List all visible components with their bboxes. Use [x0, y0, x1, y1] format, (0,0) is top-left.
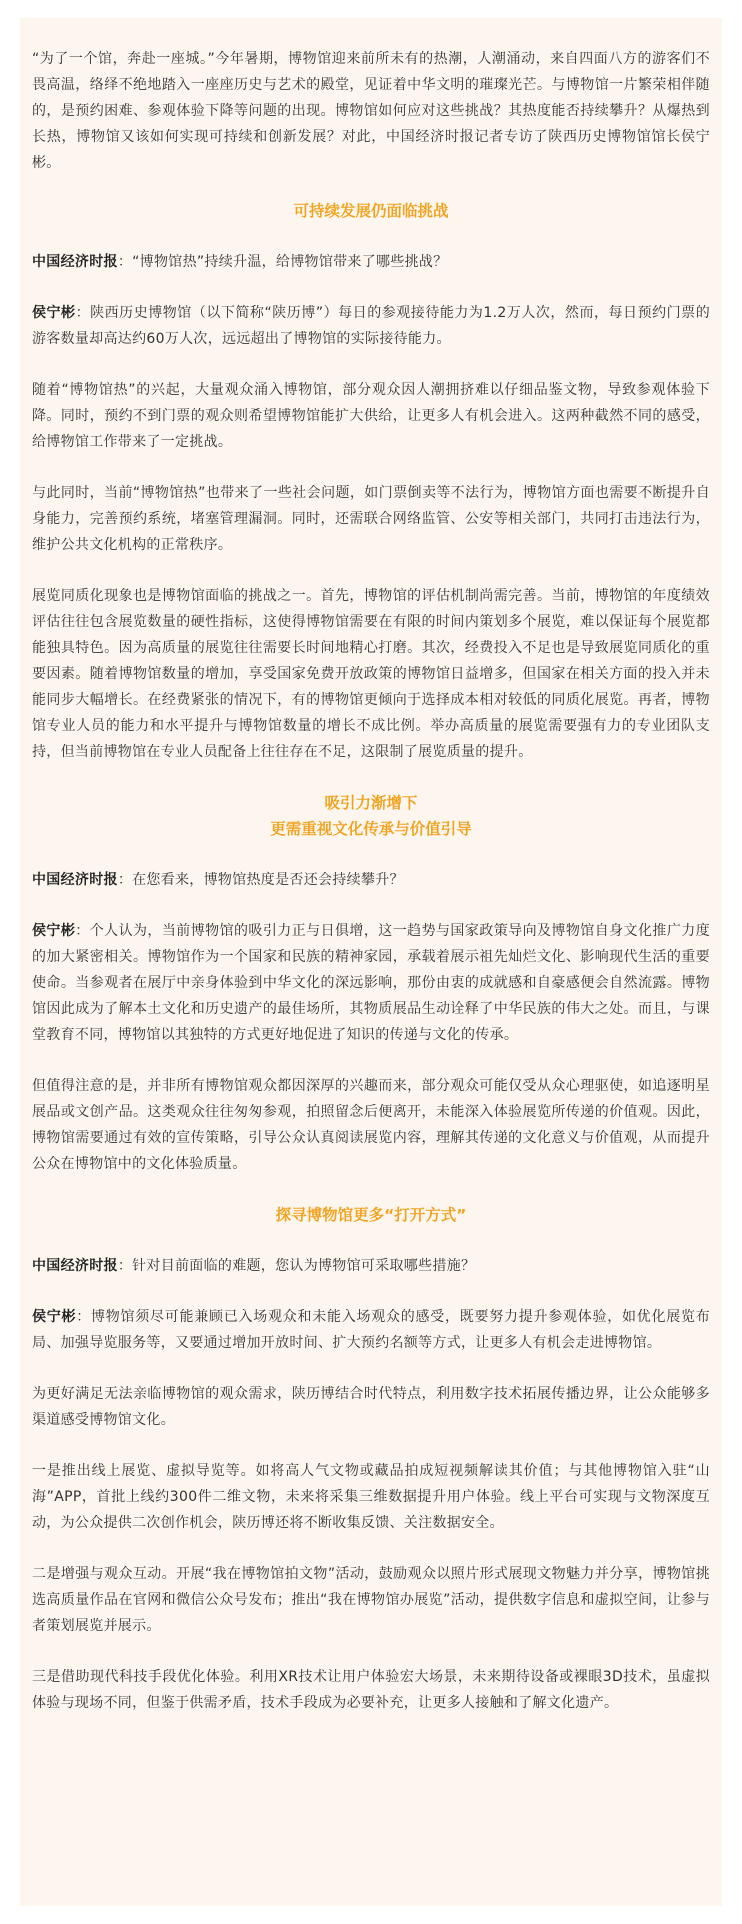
section-heading-opening-ways: 探寻博物馆更多“打开方式”	[275, 1206, 467, 1224]
interviewee-label: 侯宁彬	[32, 305, 76, 321]
body-paragraph: 为更好满足无法亲临博物馆的观众需求，陕历博结合时代特点，利用数字技术拓展传播边界，让公众能够多渠道感受博物馆文化。	[32, 1386, 710, 1428]
heading-line: 吸引力渐增下	[324, 794, 418, 812]
answer-paragraph	[32, 918, 710, 1048]
section-heading-attraction	[32, 790, 710, 842]
section-heading-challenges: 可持续发展仍面临挑战	[293, 202, 449, 220]
body-paragraph: 一是推出线上展览、虚拟导览等。如将高人气文物或藏品拍成短视频解读其价值；与其他博物馆入驻“山海”APP，首批上线约300件二维文物，未来将采集三维数据提升用户体验。线上平台可实现与文物深度互动，为公众提供二次创作机会，陕历博还将不断收集反馈、关注数据安全。	[32, 1463, 710, 1531]
answer-text: ：博物馆须尽可能兼顾已入场观众和未能入场观众的感受，既要努力提升参观体验，如优化展览布局、加强导览服务等，又要通过增加开放时间、扩大预约名额等方式，让更多人有机会走进博物馆。	[32, 1309, 710, 1351]
heading-line: 更需重视文化传承与价值引导	[270, 820, 472, 838]
question-paragraph	[32, 867, 710, 893]
interviewer-label: 中国经济时报	[32, 254, 118, 270]
interviewer-label: 中国经济时报	[32, 872, 118, 888]
question-paragraph	[32, 249, 710, 275]
interviewee-label: 侯宁彬	[32, 1309, 77, 1325]
answer-text: ：陕西历史博物馆（以下简称“陕历博”）每日的参观接待能力为1.2万人次，然而，每日预约门票的游客数量却高达约60万人次，远远超出了博物馆的实际接待能力。	[32, 305, 710, 347]
body-paragraph: 展览同质化现象也是博物馆面临的挑战之一。首先，博物馆的评估机制尚需完善。当前，博物馆的年度绩效评估往往包含展览数量的硬性指标，这使得博物馆需要在有限的时间内策划多个展览，难以保证每个展览都能独具特色。因为高质量的展览往往需要长时间地精心打磨。其次，经费投入不足也是导致展览同质化的重要因素。随着博物馆数量的增加，享受国家免费开放政策的博物馆日益增多，但国家在相关方面的投入并未能同步大幅增长。在经费紧张的情况下，有的博物馆更倾向于选择成本相对较低的同质化展览。再者，博物馆专业人员的能力和水平提升与博物馆数量的增长不成比例。举办高质量的展览需要强有力的专业团队支持，但当前博物馆在专业人员配备上往往存在不足，这限制了展览质量的提升。	[32, 588, 710, 760]
answer-paragraph	[32, 300, 710, 352]
question-paragraph	[32, 1253, 710, 1279]
answer-paragraph	[32, 1304, 710, 1356]
body-paragraph: 但值得注意的是，并非所有博物馆观众都因深厚的兴趣而来，部分观众可能仅受从众心理驱使，如追逐明星展品或文创产品。这类观众往往匆匆参观，拍照留念后便离开，未能深入体验展览所传递的价值观。因此，博物馆需要通过有效的宣传策略，引导公众认真阅读展览内容，理解其传递的文化意义与价值观，从而提升公众在博物馆中的文化体验质量。	[32, 1078, 710, 1172]
question-text: ：针对目前面临的难题，您认为博物馆可采取哪些措施？	[117, 1258, 476, 1274]
article-body	[20, 18, 722, 1906]
answer-text: ：个人认为，当前博物馆的吸引力正与日俱增，这一趋势与国家政策导向及博物馆自身文化推广力度的加大紧密相关。博物馆作为一个国家和民族的精神家园，承载着展示祖先灿烂文化、影响现代生活的重要使命。当参观者在展厅中亲身体验到中华文化的深远影响，那份由衷的成就感和自豪感便会自然流露。博物馆因此成为了解本土文化和历史遗产的最佳场所，其物质展品生动诠释了中华民族的伟大之处。而且，与课堂教育不同，博物馆以其独特的方式更好地促进了知识的传递与文化的传承。	[32, 923, 711, 1043]
interviewee-label: 侯宁彬	[32, 923, 76, 939]
intro-paragraph: “为了一个馆，奔赴一座城。”今年暑期，博物馆迎来前所未有的热潮，人潮涌动，来自四面八方的游客们不畏高温，络绎不绝地踏入一座座历史与艺术的殿堂，见证着中华文明的璀璨光芒。与博物馆一片繁荣相伴随的，是预约困难、参观体验下降等问题的出现。博物馆如何应对这些挑战？其热度能否持续攀升？从爆热到长热，博物馆又该如何实现可持续和创新发展？对此，中国经济时报记者专访了陕西历史博物馆馆长侯宁彬。	[32, 51, 710, 171]
body-paragraph: 随着“博物馆热”的兴起，大量观众涌入博物馆，部分观众因人潮拥挤难以仔细品鉴文物，导致参观体验下降。同时，预约不到门票的观众则希望博物馆能扩大供给，让更多人有机会进入。这两种截然不同的感受，给博物馆工作带来了一定挑战。	[32, 382, 710, 450]
body-paragraph: 与此同时，当前“博物馆热”也带来了一些社会问题，如门票倒卖等不法行为，博物馆方面也需要不断提升自身能力，完善预约系统，堵塞管理漏洞。同时，还需联合网络监管、公安等相关部门，共同打击违法行为，维护公共文化机构的正常秩序。	[32, 485, 710, 553]
question-text: ：“博物馆热”持续升温，给博物馆带来了哪些挑战？	[117, 254, 448, 270]
body-paragraph: 三是借助现代科技手段优化体验。利用XR技术让用户体验宏大场景，未来期待设备或裸眼3D技术，虽虚拟体验与现场不同，但鉴于供需矛盾，技术手段成为必要补充，让更多人接触和了解文化遗产。	[32, 1669, 710, 1711]
question-text: ：在您看来，博物馆热度是否还会持续攀升？	[117, 872, 404, 888]
body-paragraph: 二是增强与观众互动。开展“我在博物馆拍文物”活动，鼓励观众以照片形式展现文物魅力并分享，博物馆挑选高质量作品在官网和微信公众号发布；推出“我在博物馆办展览”活动，提供数字信息和虚拟空间，让参与者策划展览并展示。	[32, 1566, 710, 1634]
interviewer-label: 中国经济时报	[32, 1258, 118, 1274]
